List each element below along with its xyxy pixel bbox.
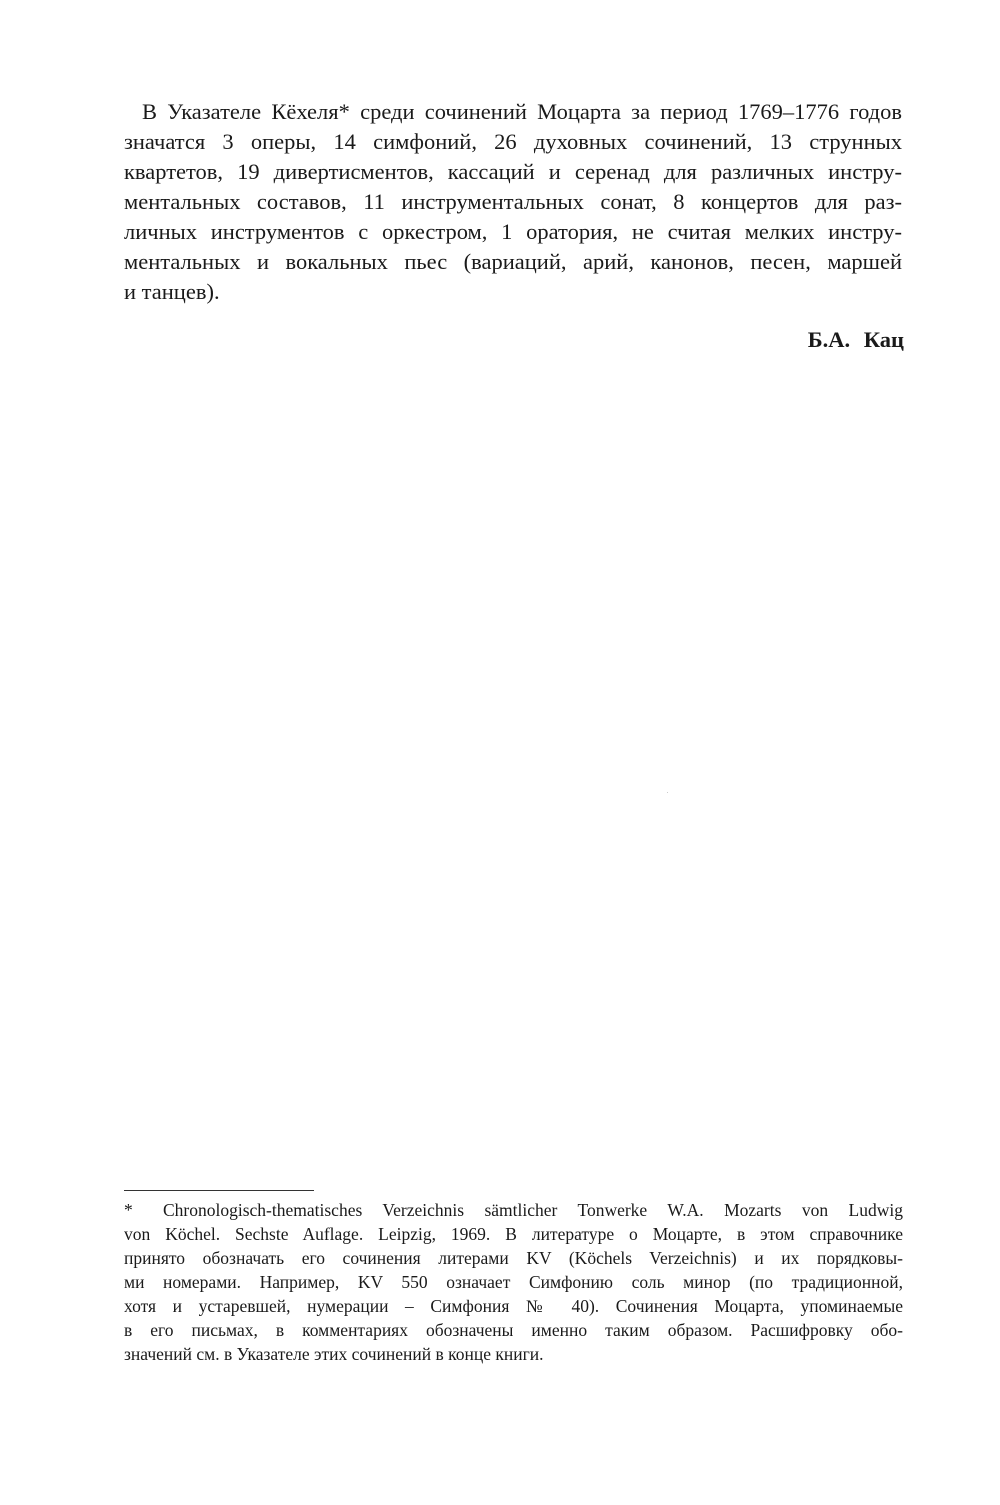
body-text-line: В Указателе Кёхеля* среди сочинений Моцарта за период 1769–1776 годов [142,99,902,124]
author-signature: Б.А. Кац [807,327,904,352]
body-text-line: квартетов, 19 дивертисментов, кассаций и серенад для различных инстру- [124,159,902,184]
footnote-line: von Köchel. Sechste Auflage. Leipzig, 1969. В литературе о Моцарте, в этом справочнике [124,1224,903,1244]
footnote-line: Chronologisch-thematisches Verzeichnis sämtlicher Tonwerke W.A. Mozarts von Ludwig [163,1200,903,1220]
footnote-marker: * [124,1200,133,1220]
scan-speck [667,792,668,793]
footnote-line: ми номерами. Например, KV 550 означает Симфонию соль минор (по традиционной, [124,1272,903,1292]
footnote-line: значений см. в Указателе этих сочинений в конце книги. [124,1344,544,1364]
body-text-line: значатся 3 оперы, 14 симфоний, 26 духовных сочинений, 13 струнных [124,129,902,154]
footnote-line: в его письмах, в комментариях обозначены именно таким образом. Расшифровку обо- [124,1320,903,1340]
body-text-line: ментальных составов, 11 инструментальных сонат, 8 концертов для раз- [124,189,902,214]
body-text-line: и танцев). [124,279,220,304]
footnote-line: принято обозначать его сочинения литерами KV (Köchels Verzeichnis) и их порядковы- [124,1248,903,1268]
footnote-line: хотя и устаревшей, нумерации – Симфония № 40). Сочинения Моцарта, упоминаемые [124,1296,903,1316]
body-text-line: ментальных и вокальных пьес (вариаций, арий, канонов, песен, маршей [124,249,902,274]
footnote-separator [124,1190,314,1191]
body-text-line: личных инструментов с оркестром, 1 оратория, не считая мелких инстру- [124,219,902,244]
